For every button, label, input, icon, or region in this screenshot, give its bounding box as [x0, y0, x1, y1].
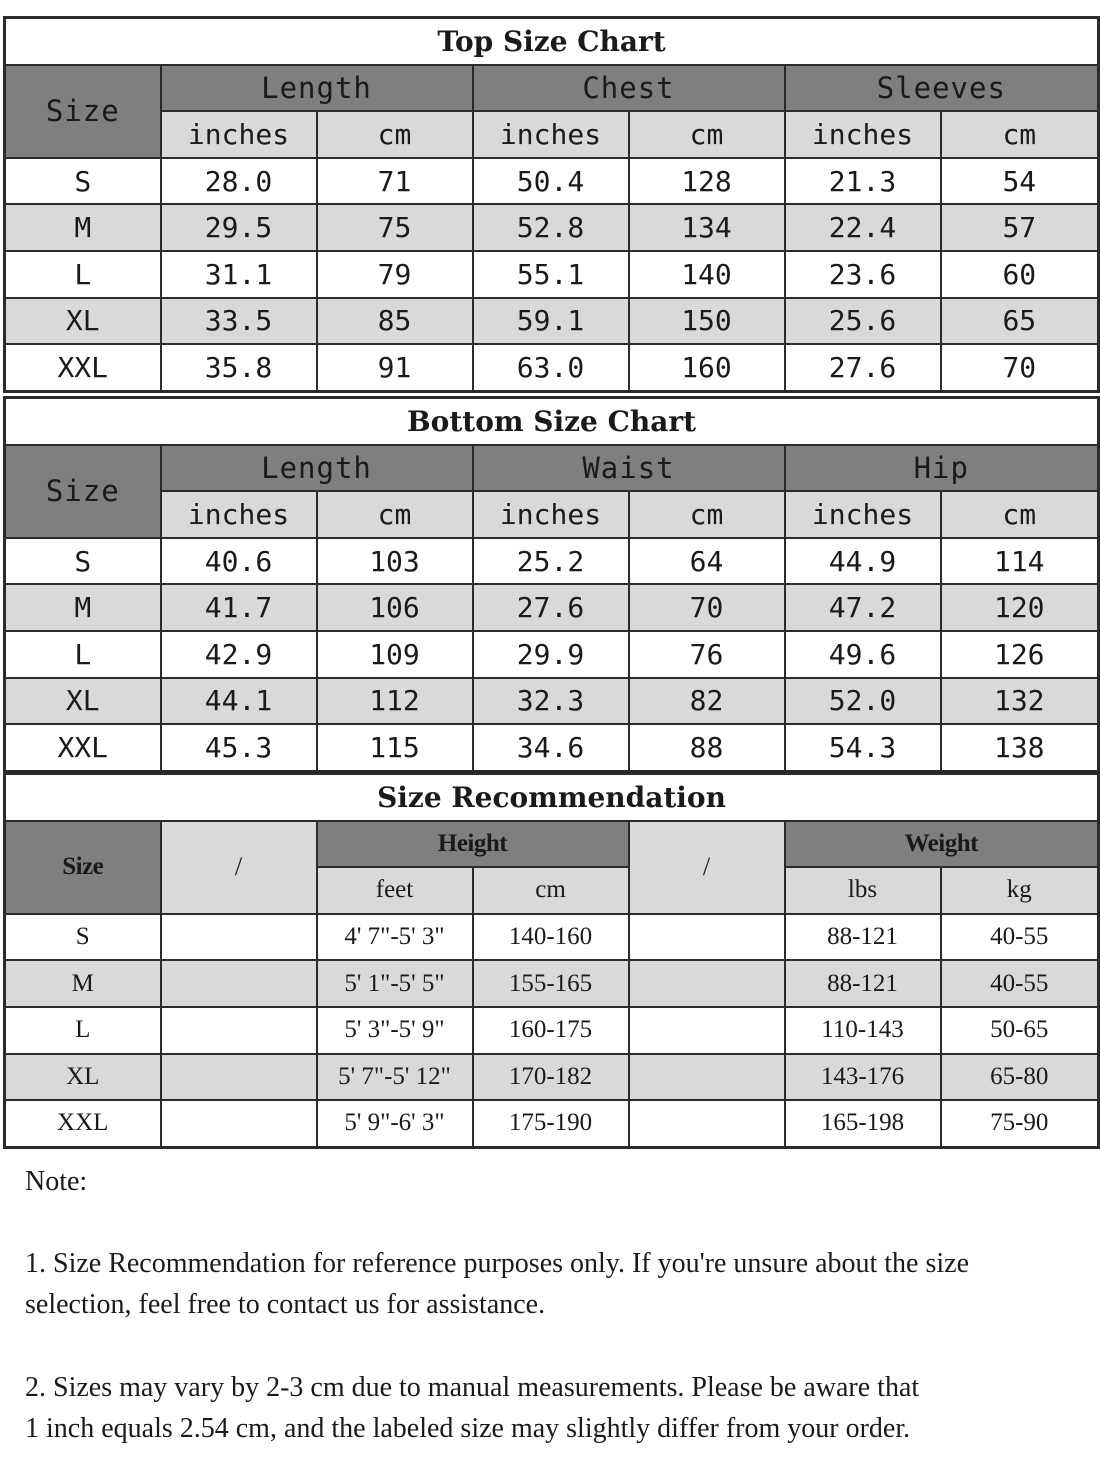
size-cell: M [5, 960, 161, 1007]
recommendation-title: Size Recommendation [5, 774, 1099, 821]
table-cell: 126 [941, 631, 1099, 678]
table-cell: 114 [941, 538, 1099, 585]
size-cell: S [5, 914, 161, 961]
table-cell: 115 [317, 724, 473, 771]
table-cell: 28.0 [161, 158, 317, 205]
size-cell: L [5, 251, 161, 298]
table-cell: 79 [317, 251, 473, 298]
note-item-2 [25, 1367, 1085, 1449]
table-row [5, 538, 1099, 585]
table-cell: 40-55 [941, 914, 1099, 961]
table-cell: 109 [317, 631, 473, 678]
table-cell: 52.0 [785, 678, 941, 725]
sleeves-group-header: Sleeves [785, 65, 1099, 112]
table-cell [629, 1100, 785, 1147]
unit-header: inches [785, 111, 941, 158]
recommendation-body [5, 914, 1099, 1147]
table-row [5, 914, 1099, 961]
unit-header: kg [941, 867, 1099, 914]
table-cell: 55.1 [473, 251, 629, 298]
table-cell: 50.4 [473, 158, 629, 205]
table-cell: 60 [941, 251, 1099, 298]
table-cell: 5' 9"-6' 3" [317, 1100, 473, 1147]
table-cell: 128 [629, 158, 785, 205]
unit-header: cm [317, 111, 473, 158]
size-column-header: Size [5, 821, 161, 914]
slash-cell: / [629, 821, 785, 914]
note-text: 1 inch equals 2.54 cm, and the labeled size may slightly differ from your order. [25, 1413, 911, 1444]
table-cell: 23.6 [785, 251, 941, 298]
table-cell: 134 [629, 204, 785, 251]
table-cell: 88-121 [785, 960, 941, 1007]
size-cell: XXL [5, 724, 161, 771]
table-cell: 52.8 [473, 204, 629, 251]
table-cell: 50-65 [941, 1007, 1099, 1054]
table-row [5, 344, 1099, 391]
table-cell: 132 [941, 678, 1099, 725]
top-chart-title: Top Size Chart [5, 18, 1099, 65]
slash-cell: / [161, 821, 317, 914]
table-cell: 5' 7"-5' 12" [317, 1054, 473, 1101]
table-cell: 5' 1"-5' 5" [317, 960, 473, 1007]
table-cell: 175-190 [473, 1100, 629, 1147]
table-cell: 91 [317, 344, 473, 391]
table-cell [161, 1007, 317, 1054]
table-cell: 42.9 [161, 631, 317, 678]
unit-header: cm [473, 867, 629, 914]
table-row [5, 960, 1099, 1007]
bottom-chart-title: Bottom Size Chart [5, 398, 1099, 445]
unit-header: cm [629, 111, 785, 158]
table-cell: 82 [629, 678, 785, 725]
size-cell: XL [5, 1054, 161, 1101]
table-row [5, 1007, 1099, 1054]
table-cell: 41.7 [161, 584, 317, 631]
table-cell: 45.3 [161, 724, 317, 771]
table-cell: 88 [629, 724, 785, 771]
table-cell [161, 960, 317, 1007]
length-group-header: Length [161, 65, 473, 112]
table-cell: 110-143 [785, 1007, 941, 1054]
table-cell: 21.3 [785, 158, 941, 205]
table-cell: 40.6 [161, 538, 317, 585]
note-text: selection, feel free to contact us for assistance. [25, 1289, 546, 1320]
table-cell: 85 [317, 298, 473, 345]
table-cell: 31.1 [161, 251, 317, 298]
table-cell: 33.5 [161, 298, 317, 345]
note-text: 2. Sizes may vary by 2-3 cm due to manual measurements. Please be aware that [25, 1372, 920, 1403]
table-cell [629, 914, 785, 961]
table-cell: 44.1 [161, 678, 317, 725]
table-row [5, 251, 1099, 298]
unit-header: cm [317, 491, 473, 538]
table-row [5, 724, 1099, 771]
table-cell: 25.2 [473, 538, 629, 585]
unit-header: inches [785, 491, 941, 538]
table-cell: 64 [629, 538, 785, 585]
table-cell: 5' 3"-5' 9" [317, 1007, 473, 1054]
top-size-chart [3, 16, 1100, 393]
table-cell: 63.0 [473, 344, 629, 391]
table-cell: 32.3 [473, 678, 629, 725]
table-cell [629, 1054, 785, 1101]
bottom-size-chart [3, 396, 1100, 773]
table-cell: 120 [941, 584, 1099, 631]
table-cell: 49.6 [785, 631, 941, 678]
table-cell: 35.8 [161, 344, 317, 391]
unit-header: cm [629, 491, 785, 538]
table-cell: 65-80 [941, 1054, 1099, 1101]
size-cell: XL [5, 678, 161, 725]
table-cell: 59.1 [473, 298, 629, 345]
table-cell: 57 [941, 204, 1099, 251]
table-cell: 29.5 [161, 204, 317, 251]
table-cell: 22.4 [785, 204, 941, 251]
size-cell: L [5, 1007, 161, 1054]
table-cell: 150 [629, 298, 785, 345]
table-row [5, 298, 1099, 345]
table-cell: 140-160 [473, 914, 629, 961]
size-column-header: Size [5, 65, 161, 158]
size-cell: S [5, 538, 161, 585]
table-cell: 103 [317, 538, 473, 585]
unit-header: inches [161, 111, 317, 158]
bottom-chart-body [5, 538, 1099, 771]
table-cell: 70 [941, 344, 1099, 391]
size-cell: XXL [5, 1100, 161, 1147]
table-cell: 160-175 [473, 1007, 629, 1054]
table-cell: 76 [629, 631, 785, 678]
table-row [5, 1054, 1099, 1101]
table-cell: 170-182 [473, 1054, 629, 1101]
table-cell: 40-55 [941, 960, 1099, 1007]
note-item-1 [25, 1243, 1085, 1325]
unit-header: lbs [785, 867, 941, 914]
table-cell: 47.2 [785, 584, 941, 631]
table-cell: 138 [941, 724, 1099, 771]
table-cell: 71 [317, 158, 473, 205]
table-cell: 54 [941, 158, 1099, 205]
table-cell: 65 [941, 298, 1099, 345]
size-recommendation-chart [3, 772, 1100, 1149]
waist-group-header: Waist [473, 445, 785, 492]
unit-header: inches [161, 491, 317, 538]
table-cell [161, 914, 317, 961]
unit-header: cm [941, 111, 1099, 158]
hip-group-header: Hip [785, 445, 1099, 492]
table-cell: 27.6 [473, 584, 629, 631]
table-row [5, 158, 1099, 205]
chest-group-header: Chest [473, 65, 785, 112]
size-cell: XL [5, 298, 161, 345]
size-column-header: Size [5, 445, 161, 538]
table-cell: 165-198 [785, 1100, 941, 1147]
top-chart-body [5, 158, 1099, 391]
table-cell: 155-165 [473, 960, 629, 1007]
length-group-header: Length [161, 445, 473, 492]
height-group-header: Height [317, 821, 629, 868]
table-cell: 70 [629, 584, 785, 631]
table-cell: 34.6 [473, 724, 629, 771]
table-row [5, 678, 1099, 725]
table-cell [161, 1054, 317, 1101]
table-cell: 29.9 [473, 631, 629, 678]
table-cell [161, 1100, 317, 1147]
table-cell: 25.6 [785, 298, 941, 345]
unit-header: feet [317, 867, 473, 914]
unit-header: inches [473, 111, 629, 158]
table-cell: 75 [317, 204, 473, 251]
table-cell: 88-121 [785, 914, 941, 961]
unit-header: inches [473, 491, 629, 538]
size-cell: L [5, 631, 161, 678]
table-cell [629, 1007, 785, 1054]
table-cell [629, 960, 785, 1007]
table-row [5, 1100, 1099, 1147]
table-cell: 160 [629, 344, 785, 391]
table-cell: 75-90 [941, 1100, 1099, 1147]
unit-header: cm [941, 491, 1099, 538]
table-cell: 143-176 [785, 1054, 941, 1101]
table-cell: 44.9 [785, 538, 941, 585]
weight-group-header: Weight [785, 821, 1099, 868]
table-cell: 27.6 [785, 344, 941, 391]
size-cell: M [5, 584, 161, 631]
table-row [5, 584, 1099, 631]
table-cell: 54.3 [785, 724, 941, 771]
table-cell: 140 [629, 251, 785, 298]
table-cell: 112 [317, 678, 473, 725]
table-row [5, 204, 1099, 251]
table-cell: 106 [317, 584, 473, 631]
size-cell: XXL [5, 344, 161, 391]
size-cell: S [5, 158, 161, 205]
note-text: 1. Size Recommendation for reference purposes only. If you're unsure about the size [25, 1248, 970, 1279]
note-heading: Note: [25, 1166, 88, 1197]
table-cell: 4' 7"-5' 3" [317, 914, 473, 961]
table-row [5, 631, 1099, 678]
size-cell: M [5, 204, 161, 251]
